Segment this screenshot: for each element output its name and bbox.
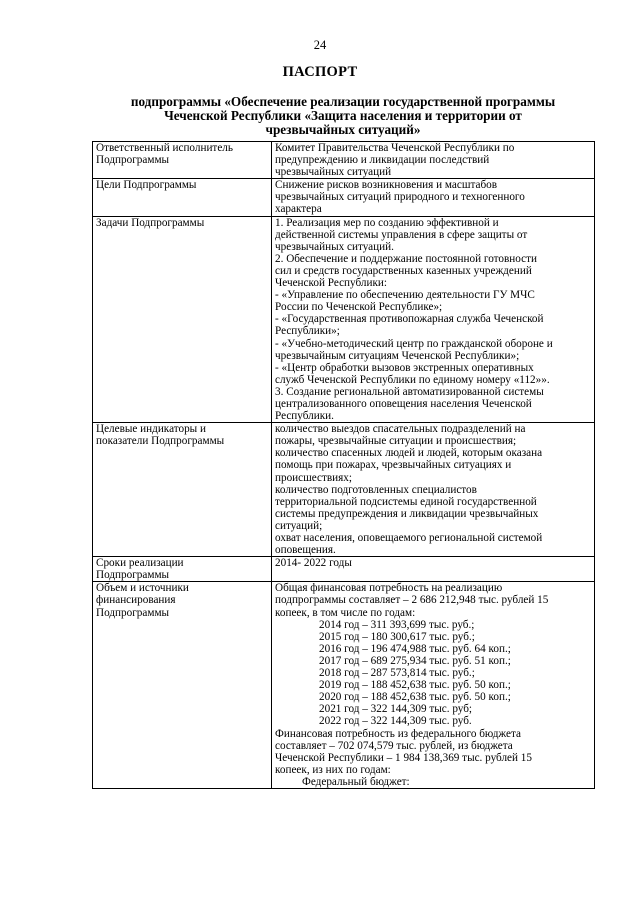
value-line: чрезвычайным ситуациям Чеченской Республики»; [275,349,520,362]
table-row [93,142,595,179]
funding-year-line: 2019 год – 188 452,638 тыс. руб. 50 коп.; [319,679,511,692]
value-line: Общая финансовая потребность на реализацию [275,582,503,595]
label-line: Подпрограммы [96,606,170,619]
value-line: чрезвычайных ситуаций природного и техногенного [275,191,525,204]
row-value [272,142,595,179]
value-line: Снижение рисков возникновения и масштабов [275,179,498,192]
label-line: финансирования [96,594,176,607]
label-line: показатели Подпрограммы [96,435,225,448]
value-line: количество выездов спасательных подразделений на [275,423,526,436]
value-line: системы предупреждения и ликвидации чрезвычайных [275,507,539,520]
value-line: охват населения, оповещаемого региональной системой [275,532,543,544]
value-line: служб Чеченской Республики по единому номеру «112»». [275,373,550,386]
value-line: сил и средств государственных казенных учреждений [275,264,532,277]
value-line: количество спасенных людей и людей, которым оказана [275,447,543,460]
value-line: копеек, из них по годам: [275,763,391,776]
row-value [272,216,595,423]
value-line: 1. Реализация мер по созданию эффективной и [275,216,499,229]
document-subtitle [96,95,590,136]
label-line: Подпрограммы [96,154,170,167]
funding-year-line: 2022 год – 322 144,309 тыс. руб. [319,715,472,728]
subtitle-line: чрезвычайных ситуаций» [265,121,421,137]
value-line: происшествиях; [275,471,352,484]
row-value [272,179,595,216]
value-line: предупреждению и ликвидации последствий [275,154,490,167]
label-line: Подпрограммы [96,569,170,582]
table-row [93,582,595,789]
value-line: чрезвычайных ситуаций [275,166,392,179]
document-title: ПАСПОРТ [282,64,358,80]
value-line: составляет – 702 074,579 тыс. рублей, из бюджета [275,739,513,752]
table-row [93,557,595,582]
funding-year-line: 2021 год – 322 144,309 тыс. руб; [319,703,473,716]
row-value [272,423,595,557]
value-line: 2. Обеспечение и поддержание постоянной готовности [275,252,537,265]
subtitle-line: подпрограммы «Обеспечение реализации государственной программы [130,94,556,109]
funding-year-line: 2018 год – 287 573,814 тыс. руб.; [319,667,475,680]
value-line: Комитет Правительства Чеченской Республики по [275,142,515,154]
funding-year-line: 2020 год – 188 452,638 тыс. руб. 50 коп.; [319,691,511,704]
value-line: чрезвычайных ситуаций. [275,240,394,253]
value-line: централизованного оповещения населения Чеченской [275,397,532,410]
funding-year-line: 2014 год – 311 393,699 тыс. руб.; [319,618,475,631]
label-line: Целевые индикаторы и [96,423,206,436]
value-line: 2014- 2022 годы [275,557,352,570]
row-label [93,423,272,557]
label-line: Задачи Подпрограммы [96,216,205,229]
label-line: Цели Подпрограммы [96,179,197,192]
value-line: - «Государственная противопожарная служба Чеченской [275,313,544,326]
value-line: - «Центр обработки вызовов экстренных оперативных [275,361,534,374]
value-line: помощь при пожарах, чрезвычайных ситуациях и [275,459,512,472]
page-number: 24 [313,38,327,52]
passport-table [92,141,595,789]
value-line: Финансовая потребность из федерального бюджета [275,727,521,740]
value-line: ситуаций; [275,519,323,532]
value-line: Республики»; [275,325,340,338]
table-row [93,216,595,423]
label-line: Объем и источники [96,582,189,595]
row-label [93,142,272,179]
row-label [93,582,272,789]
federal-budget-label: Федеральный бюджет: [302,775,410,788]
table-row [93,423,595,557]
value-line: Чеченской Республики: [275,277,387,290]
subtitle-line: Чеченской Республики «Защита населения и территории от [164,107,522,123]
row-label [93,216,272,423]
table-row [93,179,595,216]
funding-year-line: 2016 год – 196 474,988 тыс. руб. 64 коп.; [319,642,511,655]
value-line: действенной системы управления в сфере защиты от [275,228,528,241]
value-line: России по Чеченской Республике»; [275,301,443,314]
row-value [272,582,595,789]
value-line: 3. Создание региональной автоматизированной системы [275,385,544,398]
value-line: количество подготовленных специалистов [275,483,477,496]
value-line: оповещения. [275,544,336,557]
value-line: Чеченской Республики – 1 984 138,369 тыс. рублей 15 [275,751,532,764]
row-label [93,179,272,216]
value-line: территориальной подсистемы единой государственной [275,495,537,508]
label-line: Сроки реализации [96,557,184,570]
value-line: подпрограммы составляет – 2 686 212,948 тыс. рублей 15 [275,594,549,607]
row-value [272,557,595,582]
label-line: Ответственный исполнитель [96,142,233,154]
value-line: копеек, в том числе по годам: [275,606,416,619]
funding-year-line: 2015 год – 180 300,617 тыс. руб.; [319,630,475,643]
value-line: - «Учебно-методический центр по гражданской обороне и [275,337,553,350]
funding-year-line: 2017 год – 689 275,934 тыс. руб. 51 коп.; [319,654,511,667]
value-line: характера [275,203,322,216]
value-line: пожары, чрезвычайные ситуации и происшествия; [275,435,517,448]
value-line: Республики. [275,410,334,423]
value-line: - «Управление по обеспечению деятельности ГУ МЧС [275,289,535,302]
row-label [93,557,272,582]
